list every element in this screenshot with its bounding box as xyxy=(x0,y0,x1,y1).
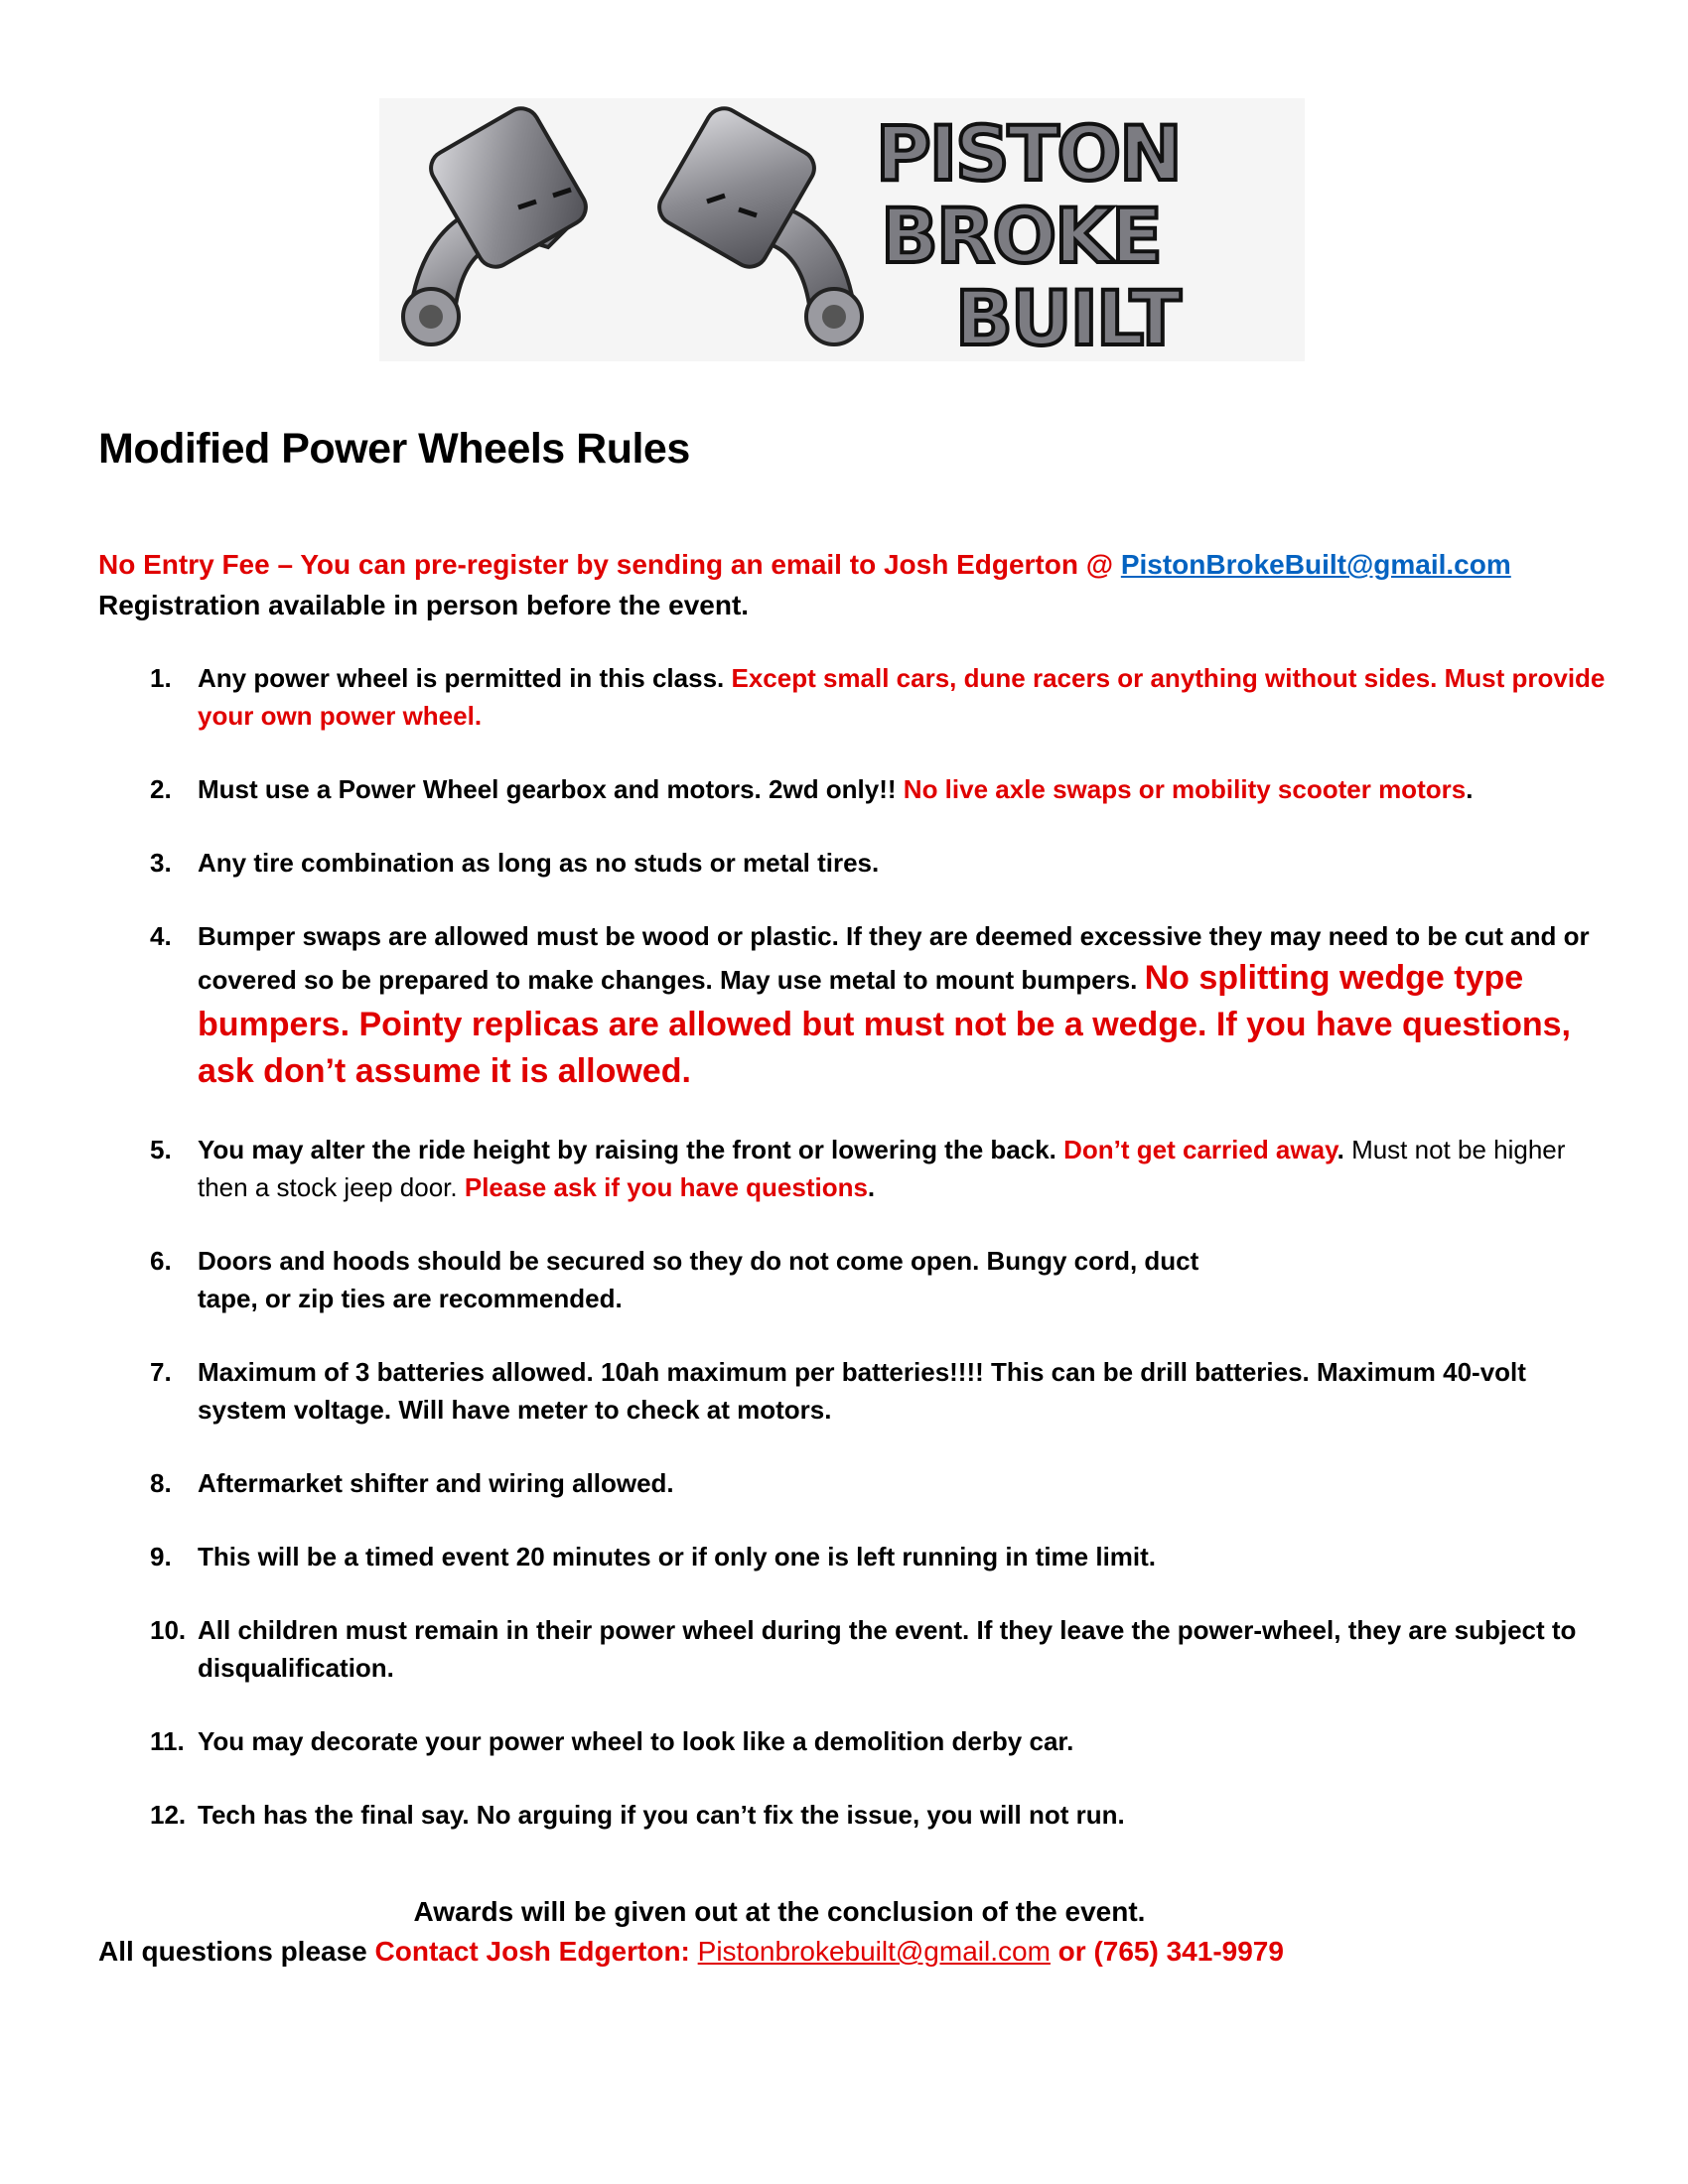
contact-phone: or (765) 341-9979 xyxy=(1050,1936,1284,1967)
rule-text: Aftermarket shifter and wiring allowed. xyxy=(198,1468,674,1498)
contact-line xyxy=(98,1936,1284,1968)
rule-tail: . xyxy=(867,1172,876,1202)
rule-text-line-2: tape, or zip ties are recommended. xyxy=(198,1284,623,1313)
rule-text: Bumper swaps are allowed must be wood or plastic. If they are deemed excessive they may need to be cut and or covered so be prepared to make changes. May use metal to mount bumpers. xyxy=(198,921,1590,995)
rule-item xyxy=(98,844,1608,882)
rule-item xyxy=(98,1722,1608,1760)
contact-prefix: All questions please xyxy=(98,1936,375,1967)
contact-email-link[interactable]: Pistonbrokebuilt@gmail.com xyxy=(697,1936,1051,1967)
rule-number: 10. xyxy=(150,1615,187,1645)
rules-list xyxy=(98,659,1608,1869)
rule-number: 11. xyxy=(150,1726,185,1756)
rule-item xyxy=(98,1353,1608,1429)
rule-number: 5. xyxy=(150,1135,172,1164)
intro-registration: Registration available in person before the event. xyxy=(98,590,750,620)
rule-item xyxy=(98,1242,1608,1317)
logo-line-3: BUILT xyxy=(955,274,1180,361)
rule-text: All children must remain in their power wheel during the event. If they leave the power-wheel, they are subject to disqualification. xyxy=(198,1615,1577,1683)
rule-tail: . xyxy=(1466,774,1474,804)
rule-text: You may alter the ride height by raising the front or lowering the back. xyxy=(198,1135,1064,1164)
rule-red-text: No splitting wedge type bumpers. Pointy replicas are allowed but must not be a wedge. If you have questions, ask don’t assume it is allowed. xyxy=(198,959,1571,1090)
logo-line-1: PISTON xyxy=(876,109,1181,198)
rule-item xyxy=(98,917,1608,1095)
rule-red-text: No live axle swaps or mobility scooter motors xyxy=(903,774,1467,804)
rule-number: 6. xyxy=(150,1246,172,1276)
rule-text: Any power wheel is permitted in this class. xyxy=(198,663,732,693)
rule-text: Any tire combination as long as no studs or metal tires. xyxy=(198,848,880,878)
rule-red-text: Except small cars, dune racers or anything without sides. Must provide your own power wheel. xyxy=(198,663,1606,731)
rule-mid: . xyxy=(1336,1135,1352,1164)
rule-number: 1. xyxy=(150,663,172,693)
page-title: Modified Power Wheels Rules xyxy=(98,425,690,473)
rule-text: You may decorate your power wheel to look like a demolition derby car. xyxy=(198,1726,1074,1756)
rule-text: Must use a Power Wheel gearbox and motors. 2wd only!! xyxy=(198,774,904,804)
intro-entry-fee: No Entry Fee – You can pre-register by sending an email to Josh Edgerton @ xyxy=(98,549,1121,580)
rule-item xyxy=(98,659,1608,735)
rule-item xyxy=(98,1464,1608,1502)
piston-broke-built-logo xyxy=(379,98,1305,361)
rule-text: This will be a timed event 20 minutes or if only one is left running in time limit. xyxy=(198,1542,1157,1571)
awards-note: Awards will be given out at the conclusion of the event. xyxy=(413,1896,1146,1927)
rule-text: Doors and hoods should be secured so they do not come open. Bungy cord, duct xyxy=(198,1246,1199,1276)
rule-red-text-2: Please ask if you have questions xyxy=(464,1172,868,1202)
rule-number: 8. xyxy=(150,1468,172,1498)
rule-text: Tech has the final say. No arguing if you can’t fix the issue, you will not run. xyxy=(198,1800,1125,1830)
rule-item xyxy=(98,770,1608,808)
contact-name: Contact Josh Edgerton: xyxy=(374,1936,698,1967)
rule-text: Maximum of 3 batteries allowed. 10ah maximum per batteries!!!! This can be drill batteries. Maximum 40-volt system voltage. Will have meter to check at motors. xyxy=(198,1357,1526,1425)
rule-item xyxy=(98,1611,1608,1687)
logo-line-2: BROKE xyxy=(881,192,1161,280)
rule-number: 7. xyxy=(150,1357,172,1387)
rule-number: 12. xyxy=(150,1800,187,1830)
rule-red-text: Don’t get carried away xyxy=(1063,1135,1337,1164)
rule-item xyxy=(98,1131,1608,1206)
rule-item xyxy=(98,1538,1608,1575)
intro-block xyxy=(98,544,1608,625)
rule-plain-text: Must not be higher then a stock jeep door. xyxy=(198,1135,1566,1202)
rule-number: 2. xyxy=(150,774,172,804)
rule-number: 9. xyxy=(150,1542,172,1571)
intro-email-link[interactable]: PistonBrokeBuilt@gmail.com xyxy=(1120,549,1511,580)
rule-number: 4. xyxy=(150,921,172,951)
rule-number: 3. xyxy=(150,848,172,878)
right-piston-icon xyxy=(653,102,862,344)
left-piston-icon xyxy=(403,102,592,344)
rule-item xyxy=(98,1796,1608,1834)
